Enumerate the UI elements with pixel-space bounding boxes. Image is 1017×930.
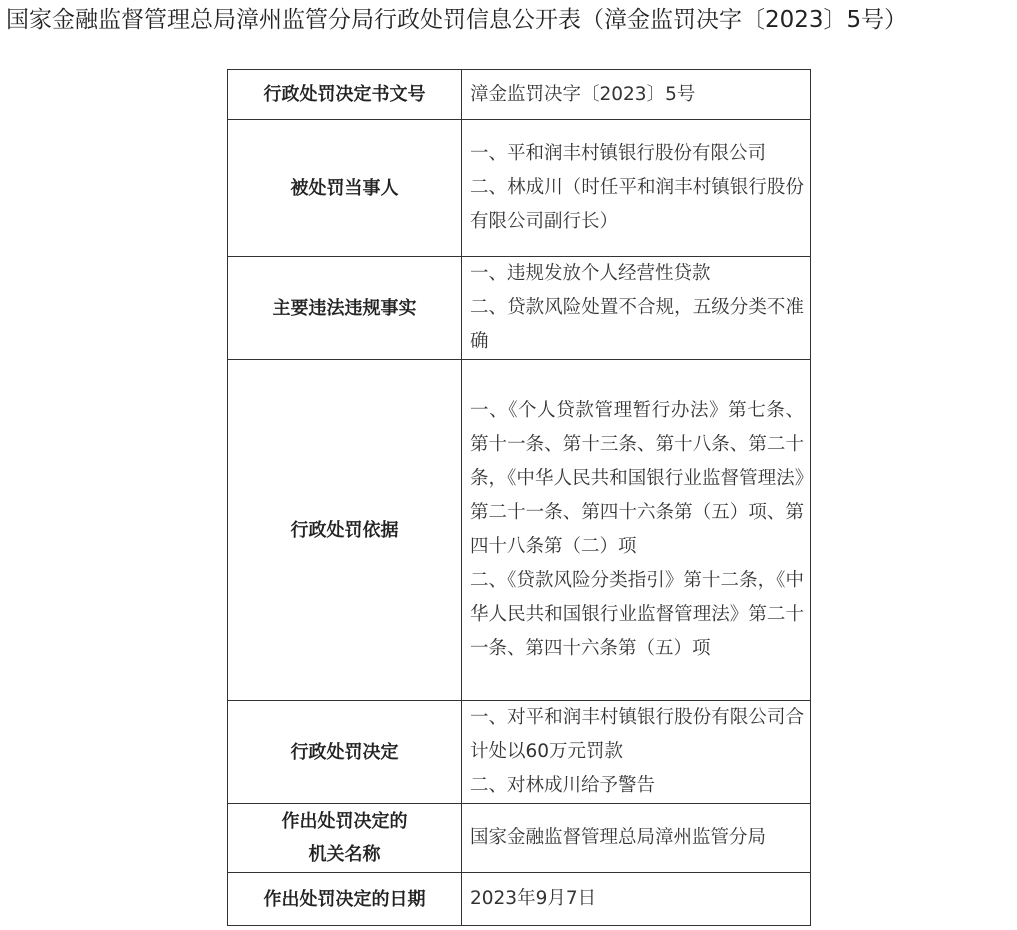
table-row-legal-basis bbox=[228, 360, 811, 701]
row-value-line: 国家金融监督管理总局漳州监管分局 bbox=[470, 827, 767, 848]
row-label: 行政处罚依据 bbox=[228, 360, 462, 701]
row-label bbox=[228, 804, 462, 873]
row-value-line: 漳金监罚决字〔2023〕5号 bbox=[470, 83, 696, 105]
row-value bbox=[462, 701, 811, 804]
row-label-line: 作出处罚决定的 bbox=[281, 811, 408, 832]
row-value bbox=[462, 120, 811, 257]
row-value-line: 一、违规发放个人经营性贷款 bbox=[470, 263, 711, 284]
row-label: 被处罚当事人 bbox=[228, 120, 462, 257]
table-row-penalized-party bbox=[228, 120, 811, 257]
table-row-violation-facts bbox=[228, 257, 811, 360]
penalty-info-table bbox=[227, 69, 811, 926]
row-value-line: 二、对林成川给予警告 bbox=[470, 775, 656, 796]
row-label: 行政处罚决定书文号 bbox=[228, 70, 462, 120]
table-row-document-number bbox=[228, 70, 811, 120]
table-row-authority-name bbox=[228, 804, 811, 873]
row-value-line: 二、《贷款风险分类指引》第十二条，《中华人民共和国银行业监督管理法》第二十一条、第四十六条第（五）项 bbox=[470, 570, 804, 659]
row-value-line: 二、林成川（时任平和润丰村镇银行股份有限公司副行长） bbox=[470, 177, 804, 232]
row-value bbox=[462, 804, 811, 873]
row-value-line: 一、《个人贷款管理暂行办法》第七条、第十一条、第十三条、第十八条、第二十条，《中华人民共和国银行业监督管理法》第二十一条、第四十六条第（五）项、第四十八条第（二）项 bbox=[470, 400, 804, 557]
row-value-line: 一、对平和润丰村镇银行股份有限公司合计处以60万元罚款 bbox=[470, 707, 804, 762]
row-label-line: 机关名称 bbox=[308, 844, 381, 865]
row-label: 主要违法违规事实 bbox=[228, 257, 462, 360]
row-value-line: 2023年9月7日 bbox=[470, 888, 597, 909]
table-row-penalty-decision bbox=[228, 701, 811, 804]
page-title: 国家金融监督管理总局漳州监管分局行政处罚信息公开表（漳金监罚决字〔2023〕5号） bbox=[6, 7, 908, 33]
row-value-line: 二、贷款风险处置不合规，五级分类不准确 bbox=[470, 297, 804, 352]
row-label: 行政处罚决定 bbox=[228, 701, 462, 804]
row-value bbox=[462, 70, 811, 120]
row-value bbox=[462, 257, 811, 360]
row-value bbox=[462, 873, 811, 926]
row-value-line: 一、平和润丰村镇银行股份有限公司 bbox=[470, 143, 767, 164]
row-label: 作出处罚决定的日期 bbox=[228, 873, 462, 926]
row-value bbox=[462, 360, 811, 701]
table-row-decision-date bbox=[228, 873, 811, 926]
